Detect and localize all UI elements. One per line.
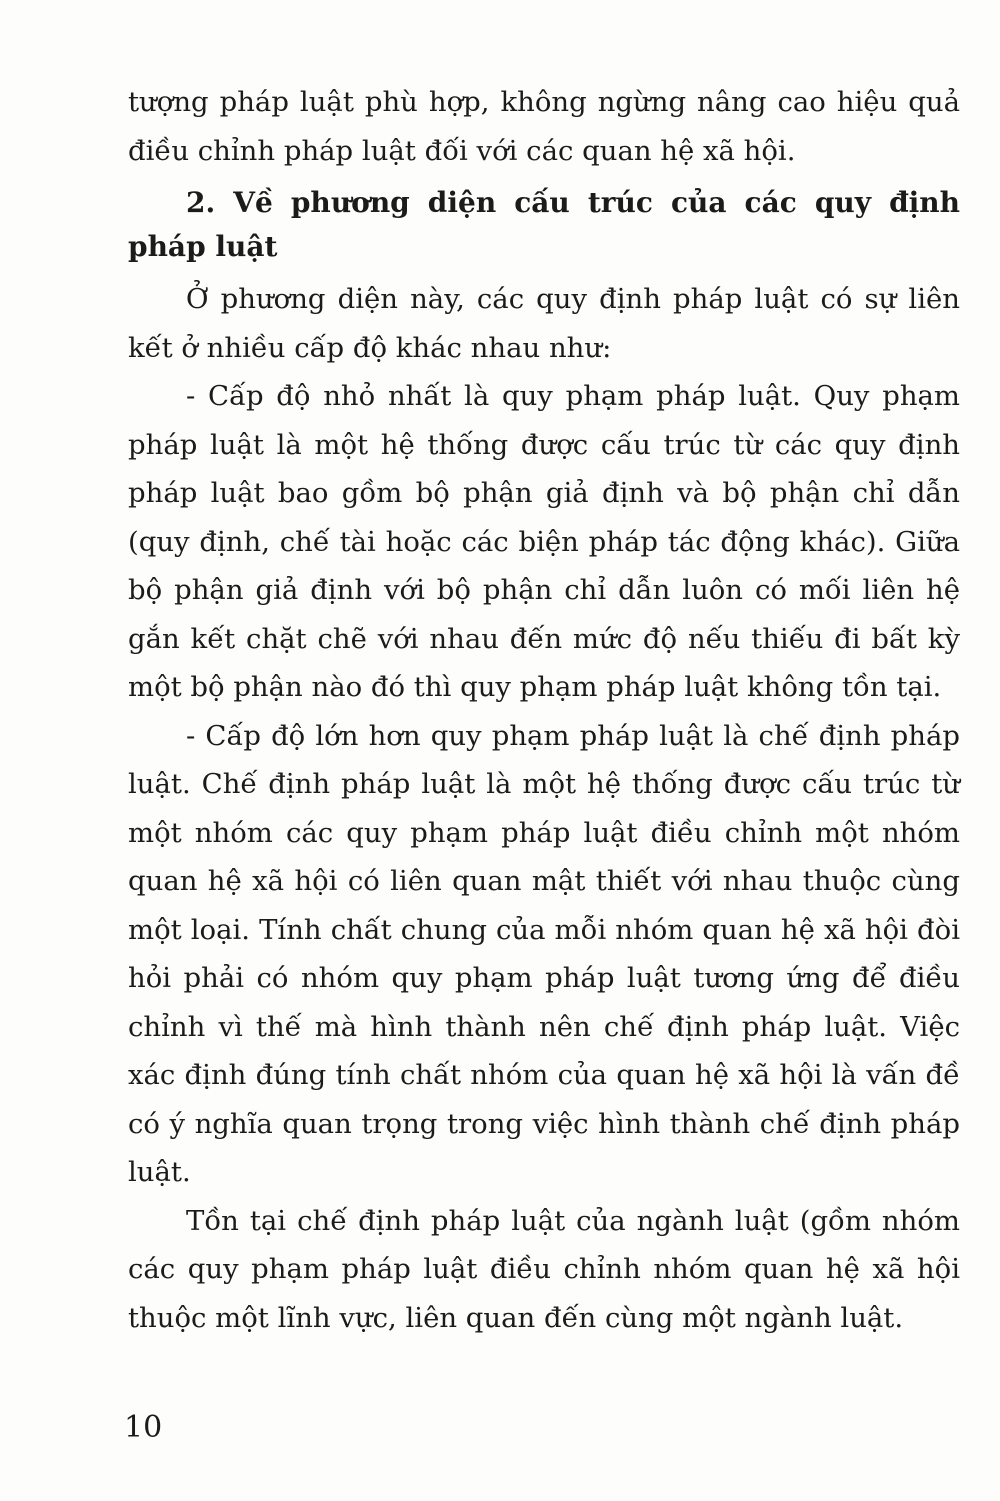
section-heading: 2. Về phương diện cấu trúc của các quy định pháp luật: [128, 186, 960, 263]
continuation-paragraph: tượng pháp luật phù hợp, không ngừng nâng cao hiệu quả điều chỉnh pháp luật đối với các quan hệ xã hội.: [128, 86, 960, 167]
body-text: [128, 78, 960, 1342]
paragraph-norm: - Cấp độ nhỏ nhất là quy phạm pháp luật. Quy phạm pháp luật là một hệ thống được cấu trúc từ các quy định pháp luật bao gồm bộ phận giả định và bộ phận chỉ dẫn (quy định, chế tài hoặc các biện pháp tác động khác). Giữa bộ phận giả định với bộ phận chỉ dẫn luôn có mối liên hệ gắn kết chặt chẽ với nhau đến mức độ nếu thiếu đi bất kỳ một bộ phận nào đó thì quy phạm pháp luật không tồn tại.: [128, 380, 960, 703]
paragraph-intro: Ở phương diện này, các quy định pháp luật có sự liên kết ở nhiều cấp độ khác nhau như:: [128, 283, 960, 364]
paragraph-institution: - Cấp độ lớn hơn quy phạm pháp luật là chế định pháp luật. Chế định pháp luật là một hệ thống được cấu trúc từ một nhóm các quy phạm pháp luật điều chỉnh một nhóm quan hệ xã hội có liên quan mật thiết với nhau thuộc cùng một loại. Tính chất chung của mỗi nhóm quan hệ xã hội đòi hỏi phải có nhóm quy phạm pháp luật tương ứng để điều chỉnh vì thế mà hình thành nên chế định pháp luật. Việc xác định đúng tính chất nhóm của quan hệ xã hội là vấn đề có ý nghĩa quan trọng trong việc hình thành chế định pháp luật.: [128, 719, 960, 1188]
page-number: 10: [124, 1410, 163, 1445]
paragraph-existence: Tồn tại chế định pháp luật của ngành luật (gồm nhóm các quy phạm pháp luật điều chỉnh nhóm quan hệ xã hội thuộc một lĩnh vực, liên quan đến cùng một ngành luật.: [128, 1204, 960, 1334]
